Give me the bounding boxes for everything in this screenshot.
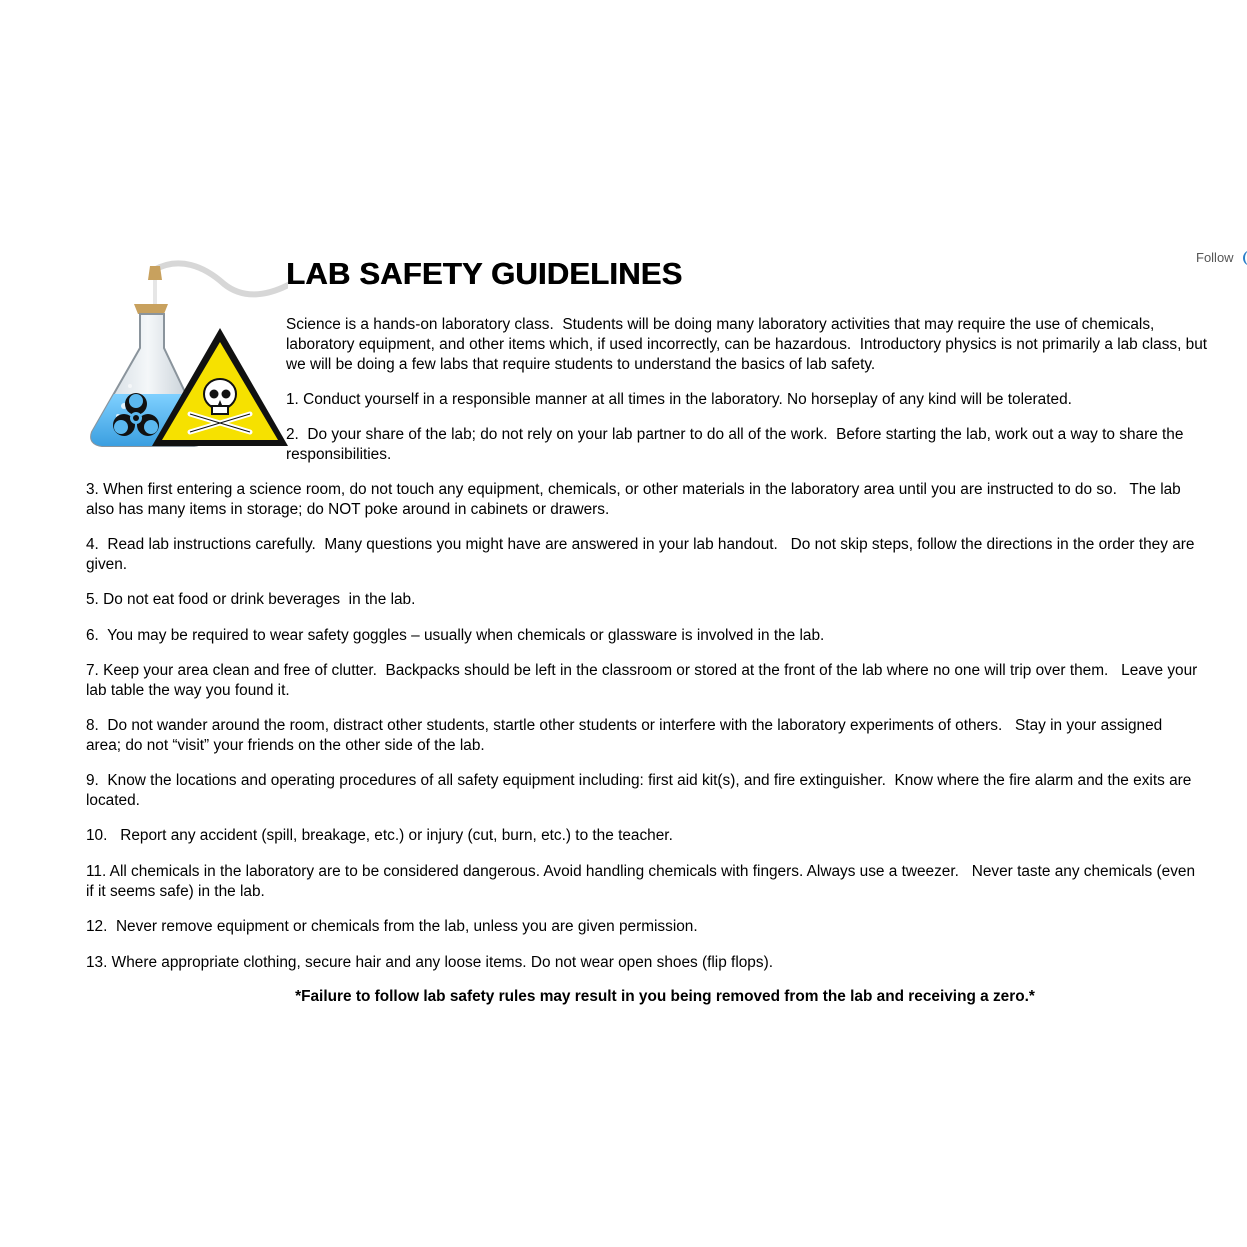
rule-item: 10. Report any accident (spill, breakage, etc.) or injury (cut, burn, etc.) to the teacher.: [86, 827, 673, 844]
follow-widget-edge[interactable]: [1243, 250, 1247, 266]
rule-item: 12. Never remove equipment or chemicals from the lab, unless you are given permission.: [86, 918, 698, 935]
page-title: LAB SAFETY GUIDELINES: [286, 256, 683, 291]
rule-item: 13. Where appropriate clothing, secure hair and any loose items. Do not wear open shoes (flip flops).: [86, 954, 773, 971]
rule-item: 2. Do your share of the lab; do not rely on your lab partner to do all of the work. Before starting the lab, work out a way to share the responsibilities.: [286, 426, 1184, 463]
rule-item: 9. Know the locations and operating procedures of all safety equipment including: first aid kit(s), and fire extinguisher. Know where the fire alarm and the exits are located.: [86, 772, 1192, 809]
rule-item: 6. You may be required to wear safety goggles – usually when chemicals or glassware is involved in the lab.: [86, 627, 825, 644]
rule-item: 1. Conduct yourself in a responsible manner at all times in the laboratory. No horseplay of any kind will be tolerated.: [286, 391, 1072, 408]
intro-paragraph: Science is a hands-on laboratory class. Students will be doing many laboratory activities that may require the use of chemicals, laboratory equipment, and other items which, if used incorrectly, can be hazardous. Introductory physics is not primarily a lab class, but we will be doing a few labs that require students to understand the basics of lab safety.: [286, 316, 1208, 373]
rule-item: 7. Keep your area clean and free of clutter. Backpacks should be left in the classroom or stored at the front of the lab where no one will trip over them. Leave your lab table the way you found it.: [86, 662, 1198, 699]
rule-item: 8. Do not wander around the room, distract other students, startle other students or interfere with the laboratory experiments of others. Stay in your assigned area; do not “visit” your friends on the other side of the lab.: [86, 717, 1163, 754]
follow-button[interactable]: Follow: [1196, 250, 1234, 265]
rule-item: 3. When first entering a science room, do not touch any equipment, chemicals, or other materials in the laboratory area until you are instructed to do so. The lab also has many items in storage; do NOT poke around in cabinets or drawers.: [86, 481, 1181, 518]
rule-item: 11. All chemicals in the laboratory are to be considered dangerous. Avoid handling chemicals with fingers. Always use a tweezer. Never taste any chemicals (even if it seems safe) in the lab.: [86, 863, 1196, 900]
rule-item: 4. Read lab instructions carefully. Many questions you might have are answered in your lab handout. Do not skip steps, follow the directions in the order they are given.: [86, 536, 1195, 573]
footer-warning-note: *Failure to follow lab safety rules may result in you being removed from the lab and receiving a zero.*: [295, 988, 1035, 1005]
lab-flask-hazard-icon: [84, 256, 288, 452]
rule-item: 5. Do not eat food or drink beverages in the lab.: [86, 591, 416, 608]
